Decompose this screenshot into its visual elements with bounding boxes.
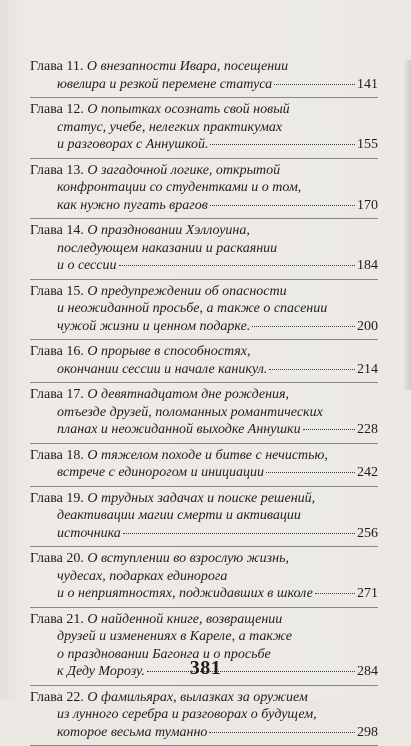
chapter-description-line: и о неприятностях, поджидавших в школе <box>57 585 313 603</box>
toc-entry <box>30 219 378 280</box>
toc-entry-line <box>30 386 378 404</box>
chapter-label: Глава 21. <box>30 612 84 627</box>
dot-leader <box>209 732 355 733</box>
dot-leader <box>303 429 355 430</box>
chapter-description-line: как нужно пугать врагов <box>57 197 208 215</box>
toc-entry-line <box>30 568 378 586</box>
page-reference: 200 <box>357 318 378 336</box>
toc-entry-line <box>30 58 378 76</box>
toc-entry-line <box>30 222 378 240</box>
chapter-description-line: чужой жизни и ценном подарке. <box>57 318 250 336</box>
chapter-description-line: из лунного серебра и разговорах о будущем, <box>57 707 317 722</box>
chapter-description-line: О трудных задачах и поиске решений, <box>87 491 315 506</box>
chapter-description-line: друзей и изменениях в Кареле, а также <box>57 629 292 644</box>
chapter-description-line: О прорыве в способностях, <box>87 344 250 359</box>
chapter-description-line: источника <box>57 525 121 543</box>
chapter-description-line: которое весьма туманно <box>57 724 207 742</box>
chapter-label: Глава 16. <box>30 344 84 359</box>
page-reference: 284 <box>357 663 378 681</box>
toc-entry-line <box>30 179 378 197</box>
toc-entry <box>30 280 378 341</box>
page-reference: 184 <box>357 257 378 275</box>
dot-leader <box>210 205 355 206</box>
dot-leader <box>210 144 355 145</box>
toc-entry-line <box>30 507 378 525</box>
dot-leader <box>119 265 356 266</box>
toc-entry-line <box>30 76 378 94</box>
dot-leader <box>315 593 355 594</box>
toc-entry-line <box>30 628 378 646</box>
page-reference: 214 <box>357 361 378 379</box>
chapter-label: Глава 12. <box>30 102 84 117</box>
toc-entry <box>30 340 378 383</box>
page-reference: 141 <box>357 76 378 94</box>
toc-entry <box>30 686 378 746</box>
chapter-description-line: статус, учебе, нелегких практикумах <box>57 120 282 135</box>
chapter-description-line: О фамильярах, вылазках за оружием <box>87 690 307 705</box>
toc-entry-line <box>30 101 378 119</box>
chapter-description-line: деактивации магии смерти и активации <box>57 508 301 523</box>
toc-entry-line <box>30 197 378 215</box>
toc-entry-line <box>30 283 378 301</box>
toc-entry-line <box>30 404 378 422</box>
page-shadow <box>403 60 411 390</box>
chapter-label: Глава 14. <box>30 223 84 238</box>
toc-entry-line <box>30 119 378 137</box>
table-of-contents <box>30 55 378 746</box>
toc-entry <box>30 383 378 444</box>
page-reference: 298 <box>357 724 378 742</box>
chapter-description-line: О найденной книге, возвращении <box>87 612 282 627</box>
dot-leader <box>266 472 355 473</box>
chapter-label: Глава 19. <box>30 491 84 506</box>
toc-entry <box>30 547 378 608</box>
toc-entry-line <box>30 421 378 439</box>
dot-leader <box>274 84 355 85</box>
toc-entry-line <box>30 447 378 465</box>
chapter-description-line: и разговорах с Аннушкой. <box>57 136 208 154</box>
chapter-label: Глава 18. <box>30 448 84 463</box>
page-reference: 271 <box>357 585 378 603</box>
chapter-description-line: О предупреждении об опасности <box>87 284 286 299</box>
toc-entry-line <box>30 706 378 724</box>
chapter-description-line: чудесах, подарках единорога <box>57 569 227 584</box>
page-number: 381 <box>0 657 411 680</box>
toc-entry <box>30 487 378 548</box>
chapter-description-line: О попытках осознать свой новый <box>87 102 289 117</box>
toc-entry-line <box>30 136 378 154</box>
chapter-description-line: к Деду Морозу. <box>57 663 145 681</box>
toc-entry-line <box>30 550 378 568</box>
chapter-description-line: о праздновании Багонга и о просьбе <box>57 647 271 662</box>
chapter-description-line: и о сессии <box>57 257 117 275</box>
chapter-description-line: О загадочной логике, открытой <box>87 163 280 178</box>
chapter-description-line: О праздновании Хэллоуина, <box>87 223 249 238</box>
toc-entry-line <box>30 585 378 603</box>
toc-entry <box>30 444 378 487</box>
chapter-description-line: О внезапности Ивара, посещении <box>87 59 288 74</box>
toc-entry-line <box>30 724 378 742</box>
chapter-description-line: планах и неожиданной выходке Аннушки <box>57 421 301 439</box>
toc-entry <box>30 55 378 98</box>
page-reference: 155 <box>357 136 378 154</box>
dot-leader <box>252 326 355 327</box>
dot-leader <box>123 533 355 534</box>
chapter-description-line: О вступлении во взрослую жизнь, <box>87 551 289 566</box>
chapter-label: Глава 11. <box>30 59 83 74</box>
chapter-description-line: встрече с единорогом и инициации <box>57 464 264 482</box>
chapter-label: Глава 15. <box>30 284 84 299</box>
toc-entry <box>30 98 378 159</box>
toc-entry-line <box>30 525 378 543</box>
toc-entry-line <box>30 611 378 629</box>
toc-entry-line <box>30 300 378 318</box>
toc-entry-line <box>30 689 378 707</box>
page-reference: 228 <box>357 421 378 439</box>
toc-entry <box>30 159 378 220</box>
toc-entry-line <box>30 318 378 336</box>
toc-entry-line <box>30 162 378 180</box>
chapter-label: Глава 22. <box>30 690 84 705</box>
page-reference: 242 <box>357 464 378 482</box>
chapter-description-line: О девятнадцатом дне рождения, <box>87 387 289 402</box>
chapter-description-line: О тяжелом походе и битве с нечистью, <box>87 448 328 463</box>
chapter-description-line: отъезде друзей, поломанных романтических <box>57 405 323 420</box>
toc-entry-line <box>30 343 378 361</box>
toc-entry-line <box>30 490 378 508</box>
chapter-description-line: окончании сессии и начале каникул. <box>57 361 267 379</box>
chapter-description-line: конфронтации со студентками и о том, <box>57 180 301 195</box>
toc-entry-line <box>30 240 378 258</box>
chapter-description-line: и неожиданной просьбе, а также о спасении <box>57 301 327 316</box>
chapter-description-line: ювелира и резкой перемене статуса <box>57 76 272 94</box>
toc-entry-line <box>30 257 378 275</box>
toc-entry-line <box>30 464 378 482</box>
chapter-label: Глава 20. <box>30 551 84 566</box>
page-reference: 256 <box>357 525 378 543</box>
chapter-label: Глава 17. <box>30 387 84 402</box>
chapter-description-line: последующем наказании и раскаянии <box>57 241 277 256</box>
dot-leader <box>269 369 355 370</box>
chapter-label: Глава 13. <box>30 163 84 178</box>
page-reference: 170 <box>357 197 378 215</box>
toc-entry-line <box>30 361 378 379</box>
